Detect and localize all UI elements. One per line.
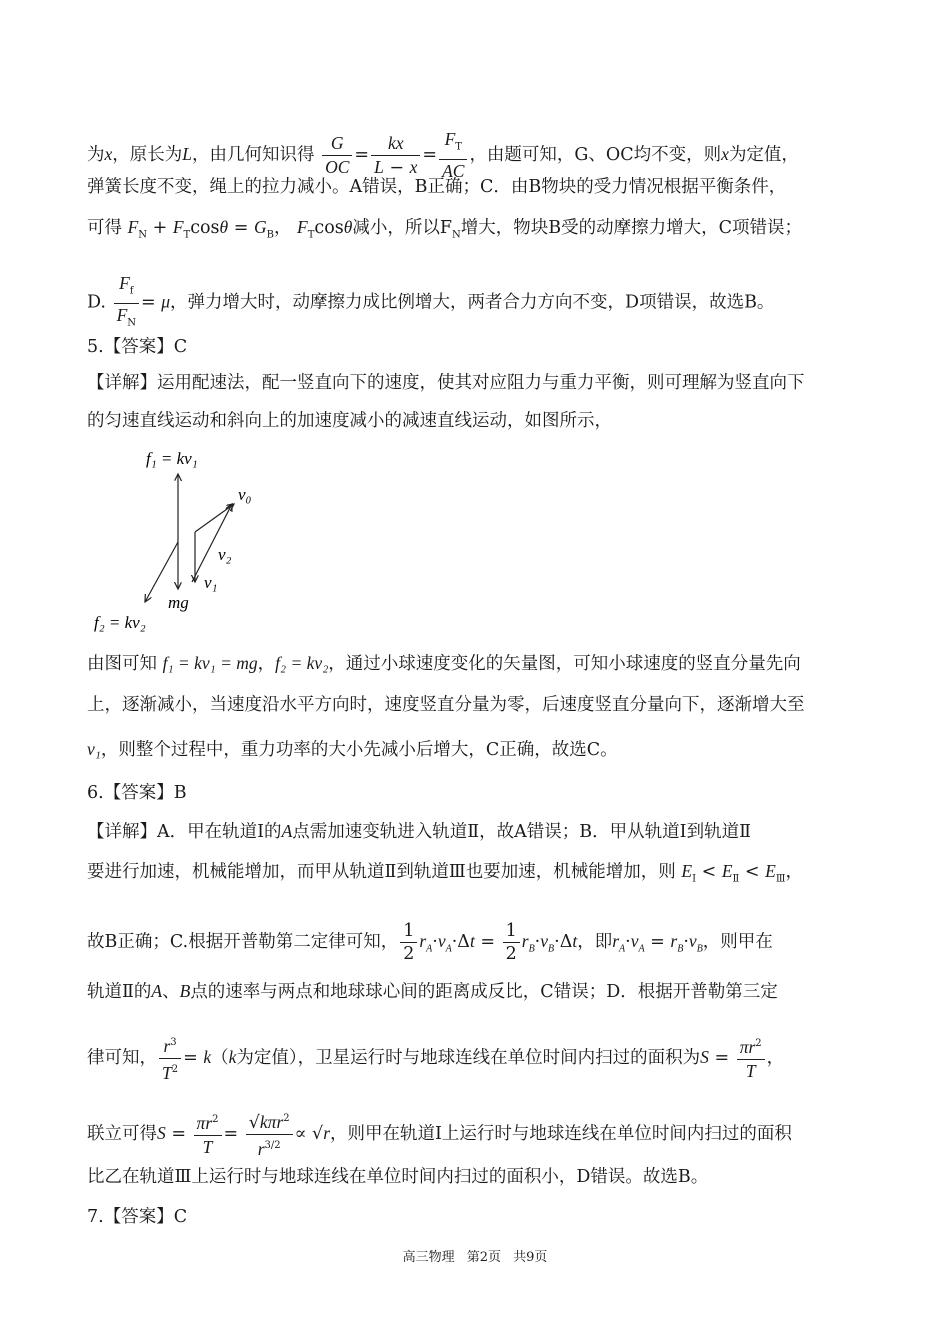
fraction-half: $\frac{1}{2}$ bbox=[503, 920, 520, 965]
v0-arrow bbox=[192, 504, 232, 582]
fraction-ff-fn: $\frac{F_f}{F_N}$ bbox=[114, 272, 139, 334]
paragraph-line: v₁，则整个过程中，重力功率的大小先减小后增大，C正确，故选C。 bbox=[87, 739, 618, 760]
answer-6: 6.【答案】B bbox=[87, 783, 187, 803]
fraction-ft-ac: $\frac{F_T}{AC}$ bbox=[439, 128, 467, 183]
paragraph-line: D. $\frac{F_f}{F_N}$ = μ，弹力增大时，动摩擦力成比例增大，两者合力方向不变，D项错误，故选B。 bbox=[87, 272, 867, 334]
paragraph-line: 【详解】运用配速法，配一竖直向下的速度，使其对应阻力与重力平衡，则可理解为竖直向下 bbox=[87, 373, 805, 393]
fraction-kx: $\frac{kx}{L - x}$ bbox=[371, 132, 420, 179]
paragraph-line: 弹簧长度不变，绳上的拉力减小。A错误，B正确；C．由B物块的受力情况根据平衡条件， bbox=[87, 177, 787, 197]
page-footer bbox=[0, 1246, 950, 1265]
fraction-area: $\frac{\pi r^2}{T}$ bbox=[737, 1033, 765, 1083]
label-v0: v₀ bbox=[238, 485, 252, 504]
paragraph-line: 的匀速直线运动和斜向上的加速度减小的减速直线运动，如图所示， bbox=[87, 411, 612, 431]
answer-5: 5.【答案】C bbox=[87, 337, 188, 357]
paragraph-line: 由图可知 f₁ = kv₁ = mg，f₂ = kv₂，通过小球速度变化的矢量图，可知小球速度的竖直分量先向 bbox=[87, 653, 801, 674]
footer-subject: 高三物理 bbox=[402, 1250, 455, 1265]
fraction-area: $\frac{\pi r^2}{T}$ bbox=[194, 1109, 222, 1159]
paragraph-line: 上，逐渐减小，当速度沿水平方向时，速度竖直分量为零，后速度竖直分量向下，逐渐增大至 bbox=[87, 695, 805, 715]
paragraph-line: 轨道Ⅱ的A、B点的速率与两点和地球球心间的距离成反比，C错误；D．根据开普勒第三定 bbox=[87, 981, 778, 1002]
fraction-g-oc: $\frac{G}{OC}$ bbox=[322, 132, 352, 179]
label-f1: f₁ = kv₁ bbox=[146, 449, 198, 468]
paragraph-line: 比乙在轨道Ⅲ上运行时与地球连线在单位时间内扫过的面积小，D错误。故选B。 bbox=[87, 1167, 709, 1187]
label-f2: f₂ = kv₂ bbox=[94, 613, 146, 632]
paragraph-line: 为x，原长为L，由几何知识得 $\frac{G}{OC}$ = $\frac{kx}{L - x}$ = $\frac{F_T}{AC}$ ，由题可知，G、OC均不变，则x为定值， bbox=[87, 129, 799, 181]
paragraph-line: 【详解】A．甲在轨道Ⅰ的A点需加速变轨进入轨道Ⅱ，故A错误；B．甲从轨道Ⅰ到轨道Ⅱ bbox=[87, 821, 751, 842]
v2-arrow bbox=[195, 504, 234, 532]
fraction-r3-t2: $\frac{r^3}{T^2}$ bbox=[159, 1032, 181, 1085]
paragraph-line: 可得 $F_N + F_T\cos\theta = G_B$， $F_T\cos\theta$减小，所以$F_N$增大，物块B受的动摩擦力增大，C项错误； bbox=[87, 217, 802, 241]
velocity-force-diagram bbox=[90, 442, 280, 642]
label-v1: v₁ bbox=[204, 573, 218, 592]
paragraph-line: 要进行加速，机械能增加，而甲从轨道Ⅱ到轨道Ⅲ也要加速，机械能增加，则 $E_Ⅰ < E_Ⅱ < E_Ⅲ$， bbox=[87, 861, 803, 885]
fraction-sqrt-k: $\frac{√k\pi r^2}{r^{3/2}}$ bbox=[246, 1108, 293, 1161]
label-mg: mg bbox=[168, 593, 189, 612]
paragraph-line: 律可知， $\frac{r^3}{T^2}$ = k（k为定值），卫星运行时与地球连线在单位时间内扫过的面积为S = $\frac{\pi r^2}{T}$ ， bbox=[87, 1032, 867, 1085]
paragraph-line: 联立可得S = $\frac{\pi r^2}{T}$ = $\frac{√k\pi r^2}{r^{3/2}}$ ∝ √r，则甲在轨道Ⅰ上运行时与地球连线在单位时间内扫过的面积 bbox=[87, 1108, 867, 1161]
answer-7: 7.【答案】C bbox=[87, 1207, 188, 1227]
label-v2: v₂ bbox=[218, 545, 232, 564]
footer-page: 第2页 bbox=[466, 1250, 501, 1265]
footer-total: 共9页 bbox=[513, 1250, 548, 1265]
fraction-half: $\frac{1}{2}$ bbox=[400, 920, 417, 965]
paragraph-line: 故B正确；C.根据开普勒第二定律可知， $\frac{1}{2}$ $r_A\cdot v_A\cdot\Delta t$ = $\frac{1}{2}$ $r_B\cdot v_B\cdot\Delta t$，即$r_A\cdot v_A = r_B\cdot v_B$，则甲在 bbox=[87, 921, 773, 964]
